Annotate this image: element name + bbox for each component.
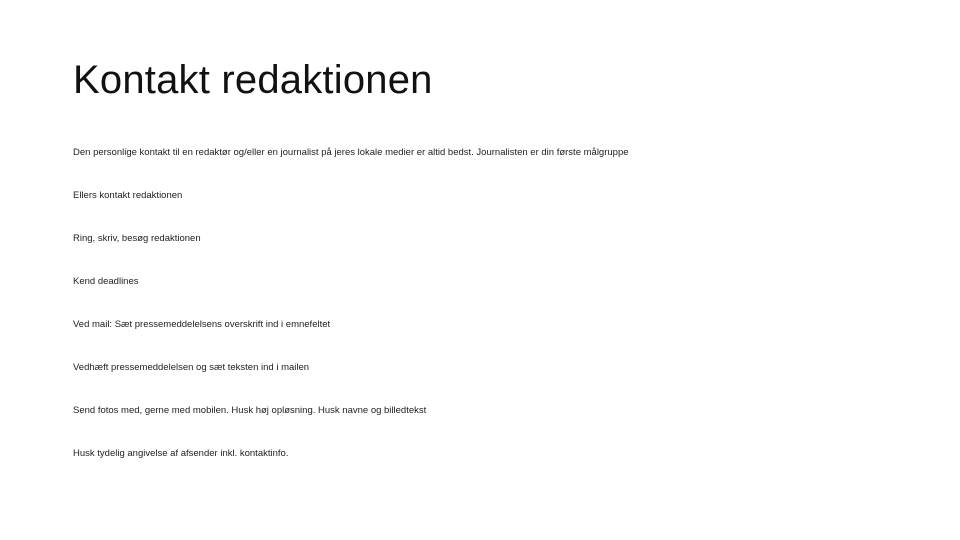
- body-line: Husk tydelig angivelse af afsender inkl. kontaktinfo.: [73, 448, 289, 459]
- slide-body: [73, 146, 933, 490]
- body-line: Den personlige kontakt til en redaktør og/eller en journalist på jeres lokale medier er altid bedst. Journalisten er din første målgruppe: [73, 147, 629, 158]
- body-line: Ellers kontakt redaktionen: [73, 190, 183, 201]
- slide-title: Kontakt redaktionen: [73, 58, 433, 102]
- body-line: Kend deadlines: [73, 276, 139, 287]
- body-line: Vedhæft pressemeddelelsen og sæt teksten ind i mailen: [73, 362, 310, 373]
- body-line: Ring, skriv, besøg redaktionen: [73, 233, 201, 244]
- body-line: Ved mail: Sæt pressemeddelelsens overskrift ind i emnefeltet: [73, 319, 331, 330]
- body-line: Send fotos med, gerne med mobilen. Husk høj opløsning. Husk navne og billedtekst: [73, 405, 427, 416]
